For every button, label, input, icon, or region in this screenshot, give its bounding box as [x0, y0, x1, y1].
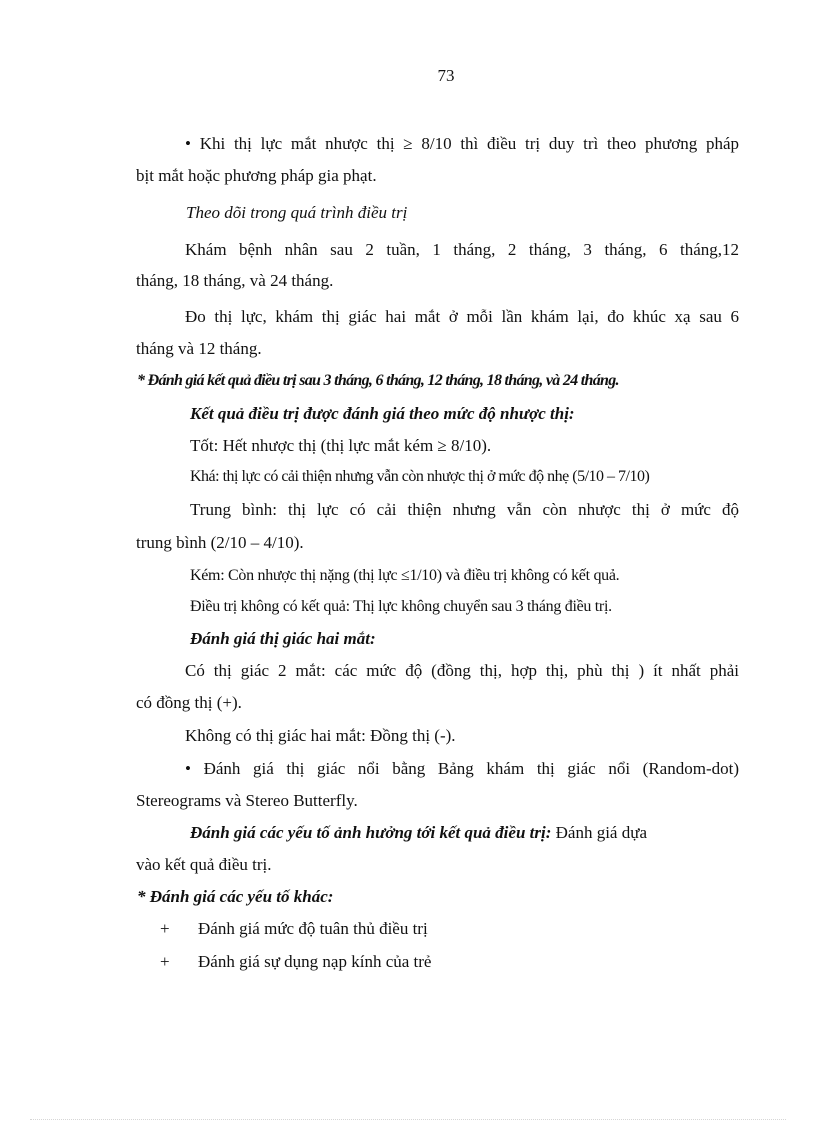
paragraph-line: tháng và 12 tháng. — [136, 339, 262, 358]
paragraph-line: Trung bình: thị lực có cải thiện nhưng vẫn còn nhược thị ở mức độ — [190, 500, 739, 519]
paragraph-line: Tốt: Hết nhược thị (thị lực mắt kém ≥ 8/10). — [190, 436, 492, 455]
list-item: Đánh giá mức độ tuân thủ điều trị — [198, 919, 428, 938]
paragraph-line: Khá: thị lực có cải thiện nhưng vẫn còn nhược thị ở mức độ nhẹ (5/10 – 7/10) — [190, 468, 650, 485]
paragraph-line: Có thị giác 2 mắt: các mức độ (đồng thị, hợp thị, phù thị ) ít nhất phải — [185, 661, 739, 680]
paragraph-line: bịt mắt hoặc phương pháp gia phạt. — [136, 166, 377, 185]
paragraph-line: vào kết quả điều trị. — [136, 855, 272, 874]
paragraph-line: Kém: Còn nhược thị nặng (thị lực ≤1/10) và điều trị không có kết quả. — [190, 567, 620, 584]
paragraph-line: • Khi thị lực mắt nhược thị ≥ 8/10 thì điều trị duy trì theo phương pháp — [185, 134, 739, 153]
inline-heading: Đánh giá các yếu tố ảnh hưởng tới kết quả điều trị: — [190, 823, 552, 842]
inline-text: Đánh giá dựa — [551, 823, 647, 842]
paragraph-line — [190, 823, 739, 843]
paragraph-line: • Đánh giá thị giác nổi bằng Bảng khám thị giác nổi (Random-dot) — [185, 759, 739, 778]
list-item: Đánh giá sự dụng nạp kính của trẻ — [198, 952, 432, 971]
section-subheading: Kết quả điều trị được đánh giá theo mức độ nhược thị: — [190, 404, 575, 423]
section-subheading: Đánh giá thị giác hai mắt: — [190, 629, 376, 648]
section-heading: * Đánh giá các yếu tố khác: — [137, 887, 334, 906]
list-marker: + — [160, 919, 170, 938]
paragraph-line: Không có thị giác hai mắt: Đồng thị (-). — [185, 726, 456, 745]
paragraph-line: trung bình (2/10 – 4/10). — [136, 533, 304, 552]
paragraph-line: Điều trị không có kết quả: Thị lực không chuyển sau 3 tháng điều trị. — [190, 598, 612, 615]
section-heading: * Đánh giá kết quả điều trị sau 3 tháng, 6 tháng, 12 tháng, 18 tháng, và 24 tháng. — [137, 372, 619, 389]
paragraph-line: có đồng thị (+). — [136, 693, 242, 712]
page-number: 73 — [437, 66, 455, 85]
paragraph-line: Stereograms và Stereo Butterfly. — [136, 791, 358, 810]
list-marker: + — [160, 952, 170, 971]
paragraph-line: Khám bệnh nhân sau 2 tuần, 1 tháng, 2 tháng, 3 tháng, 6 tháng,12 — [185, 240, 739, 259]
footer-divider — [30, 1119, 786, 1120]
paragraph-line: Đo thị lực, khám thị giác hai mắt ở mỗi lần khám lại, đo khúc xạ sau 6 — [185, 307, 739, 326]
paragraph-line: tháng, 18 tháng, và 24 tháng. — [136, 271, 334, 290]
section-subheading: Theo dõi trong quá trình điều trị — [186, 203, 408, 222]
